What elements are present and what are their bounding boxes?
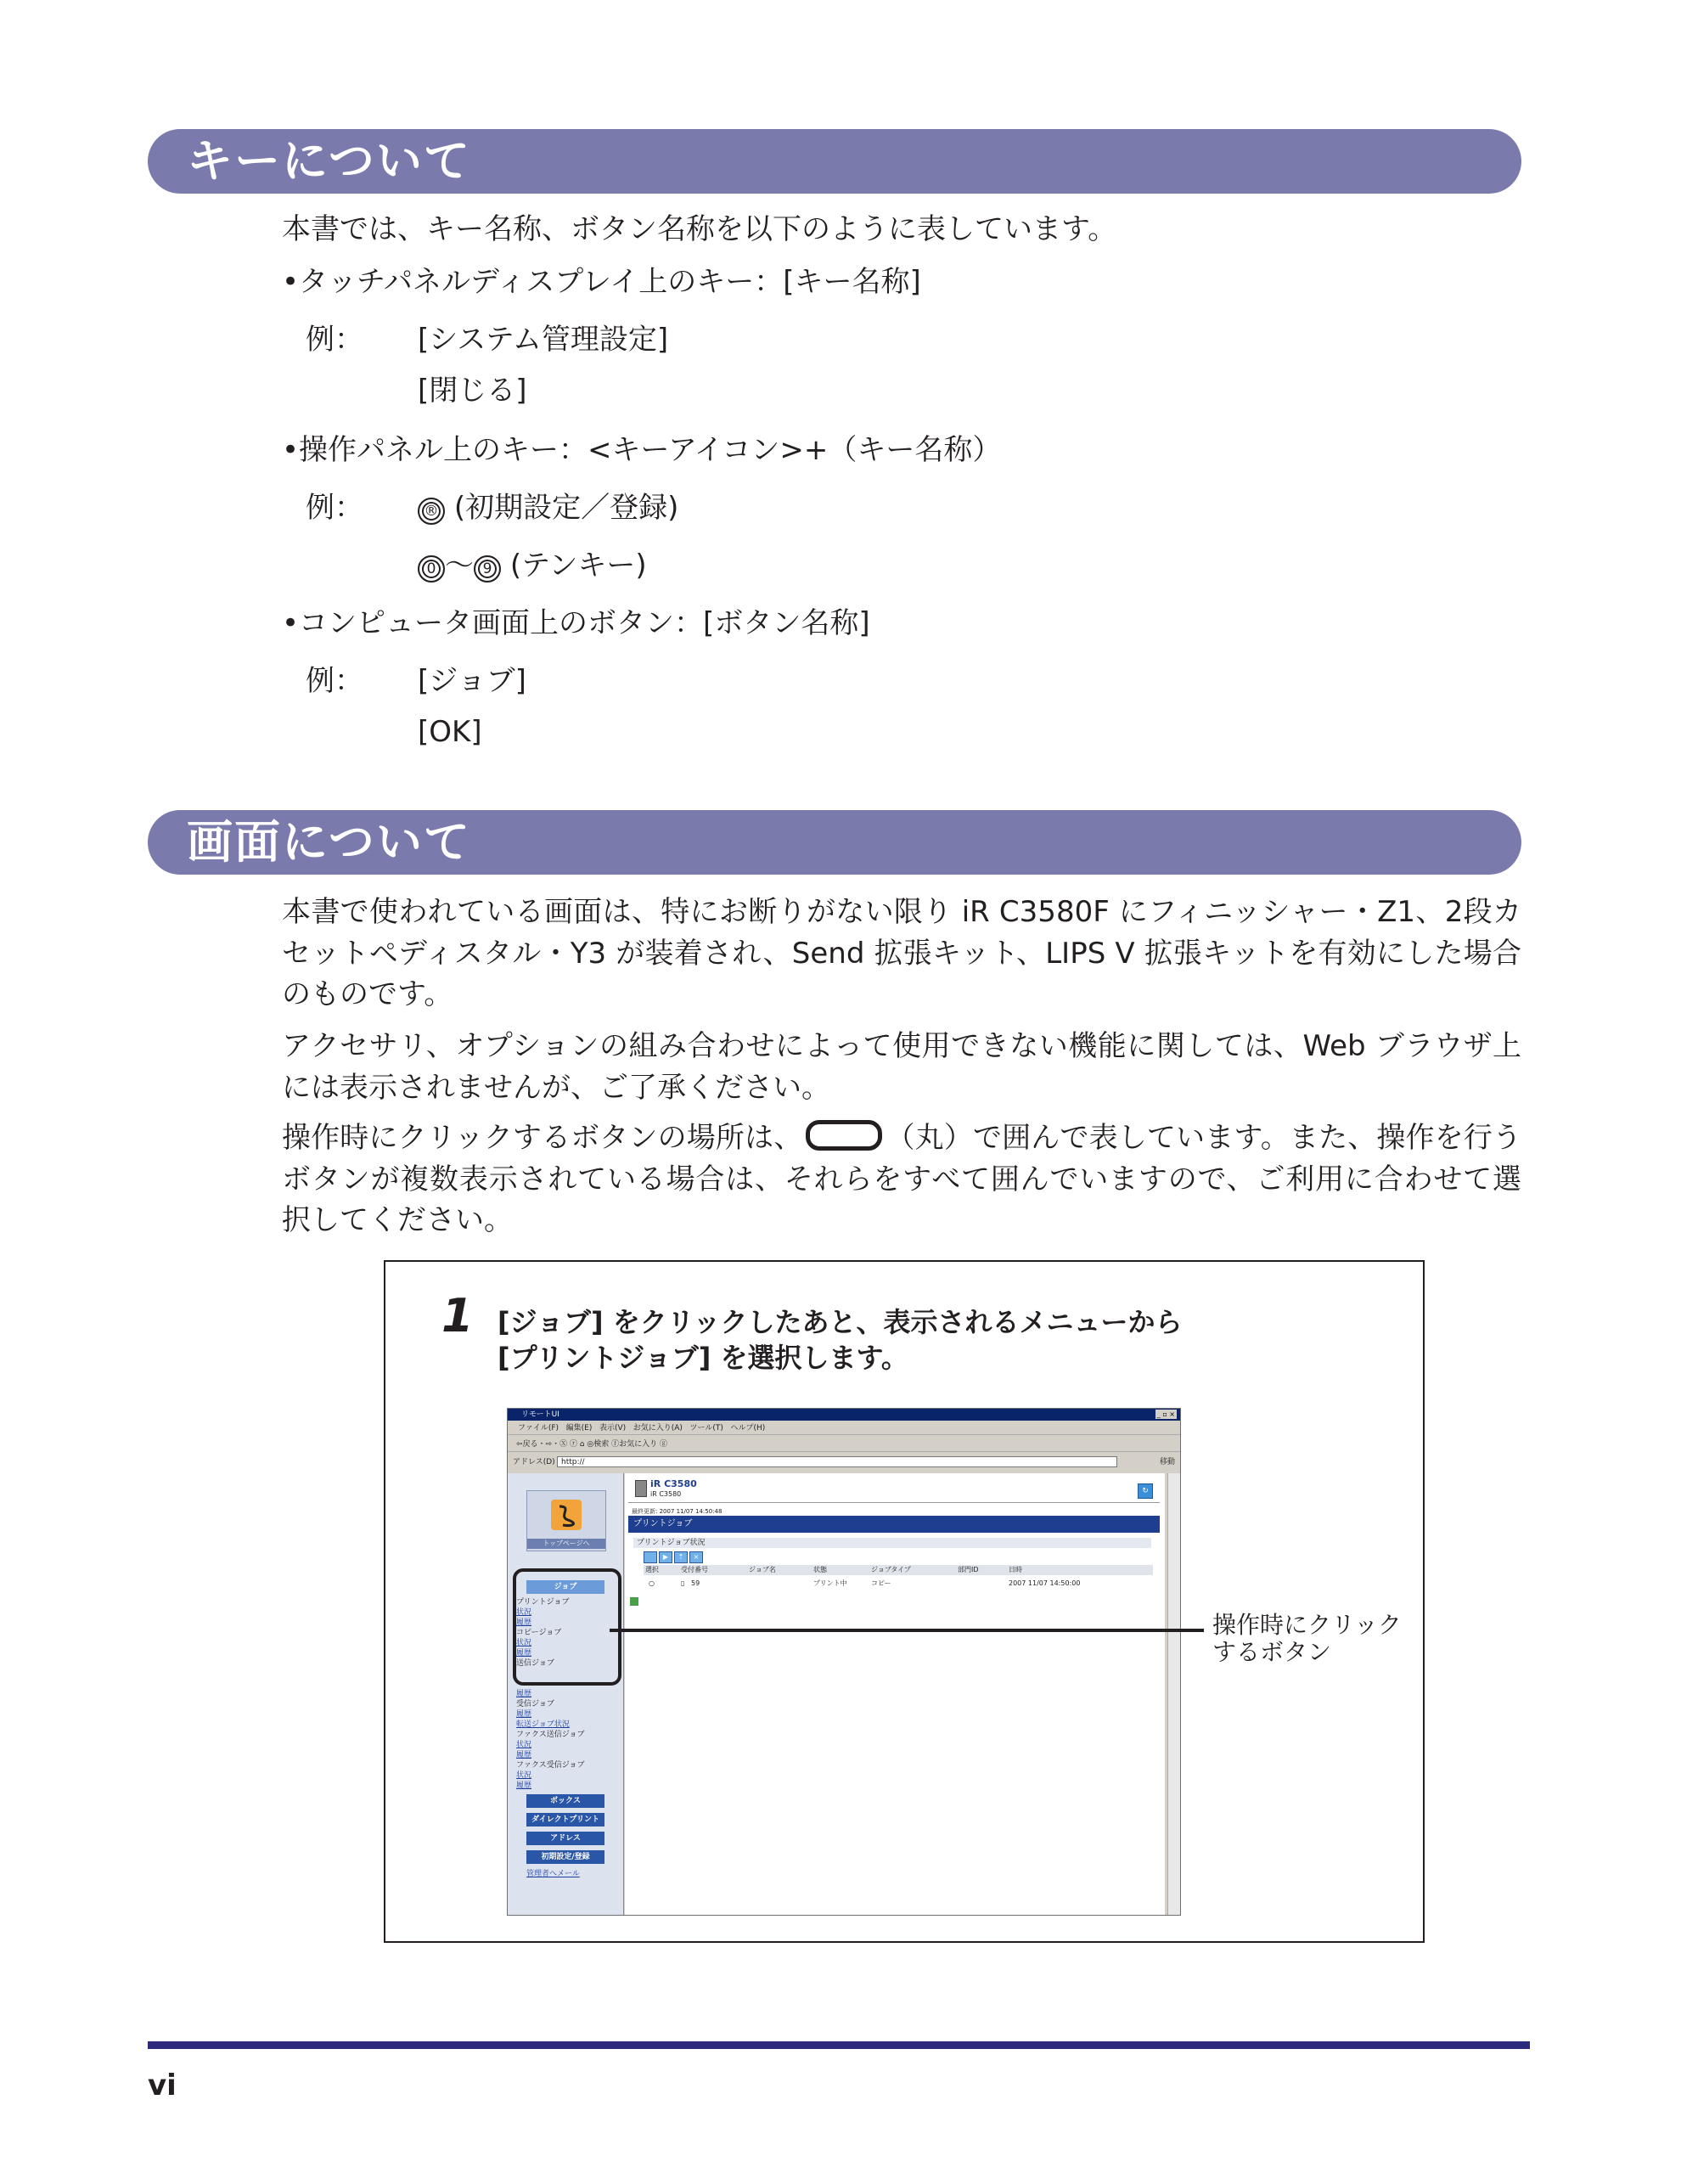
step-instruction xyxy=(498,1304,1182,1376)
table-header: ジョブタイプ xyxy=(871,1566,911,1573)
table-cell: 59 xyxy=(691,1579,700,1587)
table-header: 受付番号 xyxy=(681,1566,708,1573)
example-item: [システム管理設定] xyxy=(418,323,669,357)
example-item: [ジョブ] xyxy=(418,664,526,698)
table-header: 日時 xyxy=(1009,1566,1022,1573)
table-header: 状態 xyxy=(813,1566,827,1573)
nav-link[interactable]: 状況 xyxy=(516,1608,532,1617)
nav-send-job[interactable]: 送信ジョブ xyxy=(516,1659,554,1668)
table-header-row xyxy=(644,1565,1153,1575)
window-titlebar xyxy=(508,1409,1180,1421)
example-label: 例： xyxy=(306,323,363,357)
window-title: リモートUI xyxy=(521,1410,559,1419)
address-button[interactable]: アドレス xyxy=(526,1832,604,1845)
screens-paragraph-1: 本書で使われている画面は、特にお断りがない限り iR C3580F にフィニッシャー・Z1、2段カセットペディスタル・Y3 が装着され、Send 拡張キット、LIPS V 拡張キットを有効にした場合のものです。 xyxy=(282,895,1521,1011)
menu-item[interactable]: 編集(E) xyxy=(565,1424,593,1433)
nine-key-icon: 9 xyxy=(474,555,501,583)
intro-text: 本書では、キー名称、ボタン名称を以下のように表しています。 xyxy=(282,212,1117,246)
device-logo-icon xyxy=(551,1500,582,1530)
menu-item[interactable]: ツール(T) xyxy=(689,1424,723,1433)
menu-item[interactable]: 表示(V) xyxy=(599,1424,627,1433)
back-icon[interactable] xyxy=(630,1597,638,1606)
example-item: (初期設定／登録) xyxy=(453,491,679,525)
para3-before: 操作時にクリックするボタンの場所は、 xyxy=(282,1121,803,1155)
callout-line xyxy=(610,1629,1204,1632)
box-button[interactable]: ボックス xyxy=(526,1794,604,1808)
step-line-1: [ジョブ] をクリックしたあと、表示されるメニューから xyxy=(498,1306,1183,1338)
admin-mail-link[interactable]: 管理者へメール xyxy=(526,1870,580,1878)
example-label: 例： xyxy=(306,664,363,698)
callout-label xyxy=(1212,1612,1402,1666)
nav-fax-receive-job[interactable]: ファクス受信ジョブ xyxy=(516,1761,585,1770)
device-subname: iR C3580 xyxy=(650,1490,682,1498)
go-button[interactable]: 移動 xyxy=(1159,1458,1175,1466)
table-header: 選択 xyxy=(645,1566,659,1573)
left-navigation xyxy=(508,1473,624,1915)
settings-key-icon: ® xyxy=(418,498,445,525)
page-number: vi xyxy=(148,2069,177,2102)
table-cell: コピー xyxy=(871,1579,891,1587)
job-button[interactable]: ジョブ xyxy=(526,1580,604,1594)
nav-link[interactable]: 履歴 xyxy=(516,1710,532,1719)
nav-link[interactable]: 履歴 xyxy=(516,1782,532,1790)
nav-link[interactable]: 状況 xyxy=(516,1771,532,1780)
range-tilde: 〜 xyxy=(445,549,474,583)
divider xyxy=(628,1502,1160,1503)
top-page-logo[interactable] xyxy=(526,1490,606,1551)
printer-icon xyxy=(635,1480,647,1497)
example-item: (テンキー) xyxy=(509,549,647,583)
para3-after: （丸）で囲んで表しています。また、操作を行うボタンが複数表示されている場合は、それらをすべて囲んでいますので、ご利用に合わせて選択してください。 xyxy=(282,1121,1521,1237)
callout-line-1: 操作時にクリック xyxy=(1212,1611,1402,1639)
nav-link[interactable]: 履歴 xyxy=(516,1618,532,1627)
list-icon[interactable] xyxy=(644,1551,657,1563)
screens-paragraph-3 xyxy=(282,1117,1521,1241)
footer-rule xyxy=(148,2041,1530,2049)
device-name: iR C3580 xyxy=(650,1478,697,1489)
browser-toolbar[interactable]: ⇦戻る・⇨・Ⓧ ⓡ ⌂ ◎検索 ⓕお気に入り ⓖ xyxy=(508,1437,1180,1452)
table-cell: 2007 11/07 14:50:00 xyxy=(1009,1579,1081,1587)
nav-fax-send-job[interactable]: ファクス送信ジョブ xyxy=(516,1731,585,1739)
bullet-computer-screen: •コンピュータ画面上のボタン：[ボタン名称] xyxy=(282,606,870,640)
nav-link[interactable]: 状況 xyxy=(516,1741,532,1749)
sub-heading: プリントジョブ状況 xyxy=(633,1538,1151,1548)
table-header: ジョブ名 xyxy=(749,1566,776,1573)
example-label: 例： xyxy=(306,491,363,525)
menu-item[interactable]: ファイル(F) xyxy=(518,1424,559,1433)
example-item: [OK] xyxy=(418,715,482,749)
play-icon[interactable]: ▶ xyxy=(659,1551,672,1563)
section-title: 画面について xyxy=(187,815,471,869)
address-label: アドレス(D) xyxy=(513,1458,555,1466)
address-input[interactable]: http:// xyxy=(557,1456,1117,1467)
nav-link[interactable]: 履歴 xyxy=(516,1690,532,1698)
zero-key-icon: 0 xyxy=(418,555,445,583)
nav-link[interactable]: 履歴 xyxy=(516,1751,532,1759)
menu-item[interactable]: ヘルプ(H) xyxy=(730,1424,766,1433)
oval-marker-icon xyxy=(806,1120,882,1151)
select-radio[interactable]: ○ xyxy=(649,1579,655,1587)
address-bar xyxy=(508,1454,1180,1471)
priority-icon[interactable]: ⇡ xyxy=(674,1551,688,1563)
menu-bar xyxy=(508,1421,1180,1435)
table-row xyxy=(644,1577,1153,1590)
section-header-screens xyxy=(148,810,1521,875)
screens-paragraph-2: アクセサリ、オプションの組み合わせによって使用できない機能に関しては、Web ブラウザ上には表示されませんが、ご了承ください。 xyxy=(282,1029,1521,1105)
step-line-2: [プリントジョブ] を選択します。 xyxy=(498,1342,908,1374)
bullet-operation-panel: •操作パネル上のキー：<キーアイコン>+（キー名称） xyxy=(282,433,1002,467)
refresh-icon[interactable]: ↻ xyxy=(1138,1483,1153,1499)
table-header: 部門ID xyxy=(958,1566,979,1573)
callout-line-2: するボタン xyxy=(1212,1638,1332,1666)
nav-link[interactable]: 転送ジョブ状況 xyxy=(516,1720,570,1729)
bullet-touch-panel: •タッチパネルディスプレイ上のキー：[キー名称] xyxy=(282,265,921,299)
browser-screenshot xyxy=(507,1408,1181,1916)
scrollbar[interactable] xyxy=(1167,1473,1180,1915)
menu-item[interactable]: お気に入り(A) xyxy=(633,1424,683,1433)
table-cell: プリント中 xyxy=(813,1579,847,1587)
direct-print-button[interactable]: ダイレクトプリント xyxy=(526,1813,604,1827)
nav-receive-job[interactable]: 受信ジョブ xyxy=(516,1700,554,1708)
section-header-keys xyxy=(148,129,1521,194)
step-number: 1 xyxy=(441,1289,474,1342)
example-numeric-keys xyxy=(418,545,647,586)
cancel-icon[interactable]: × xyxy=(689,1551,703,1563)
last-update: 最終更新: 2007 11/07 14:50:48 xyxy=(632,1508,722,1515)
nav-copy-job[interactable]: コピージョブ xyxy=(516,1629,562,1637)
example-item: [閉じる] xyxy=(418,374,527,408)
window-controls-icon[interactable]: _ ▫ × xyxy=(1156,1410,1175,1418)
nav-link[interactable]: 履歴 xyxy=(516,1649,532,1658)
nav-link[interactable]: 状況 xyxy=(516,1639,532,1647)
page-heading: プリントジョブ xyxy=(628,1516,1160,1533)
main-content xyxy=(625,1473,1165,1915)
section-title: キーについて xyxy=(187,134,471,188)
settings-button[interactable]: 初期設定/登録 xyxy=(526,1850,604,1864)
doc-icon: ▯ xyxy=(681,1579,685,1587)
top-page-link[interactable]: トップページへ xyxy=(527,1539,605,1549)
nav-print-job[interactable]: プリントジョブ xyxy=(516,1598,570,1607)
example-initial-settings xyxy=(418,487,678,528)
